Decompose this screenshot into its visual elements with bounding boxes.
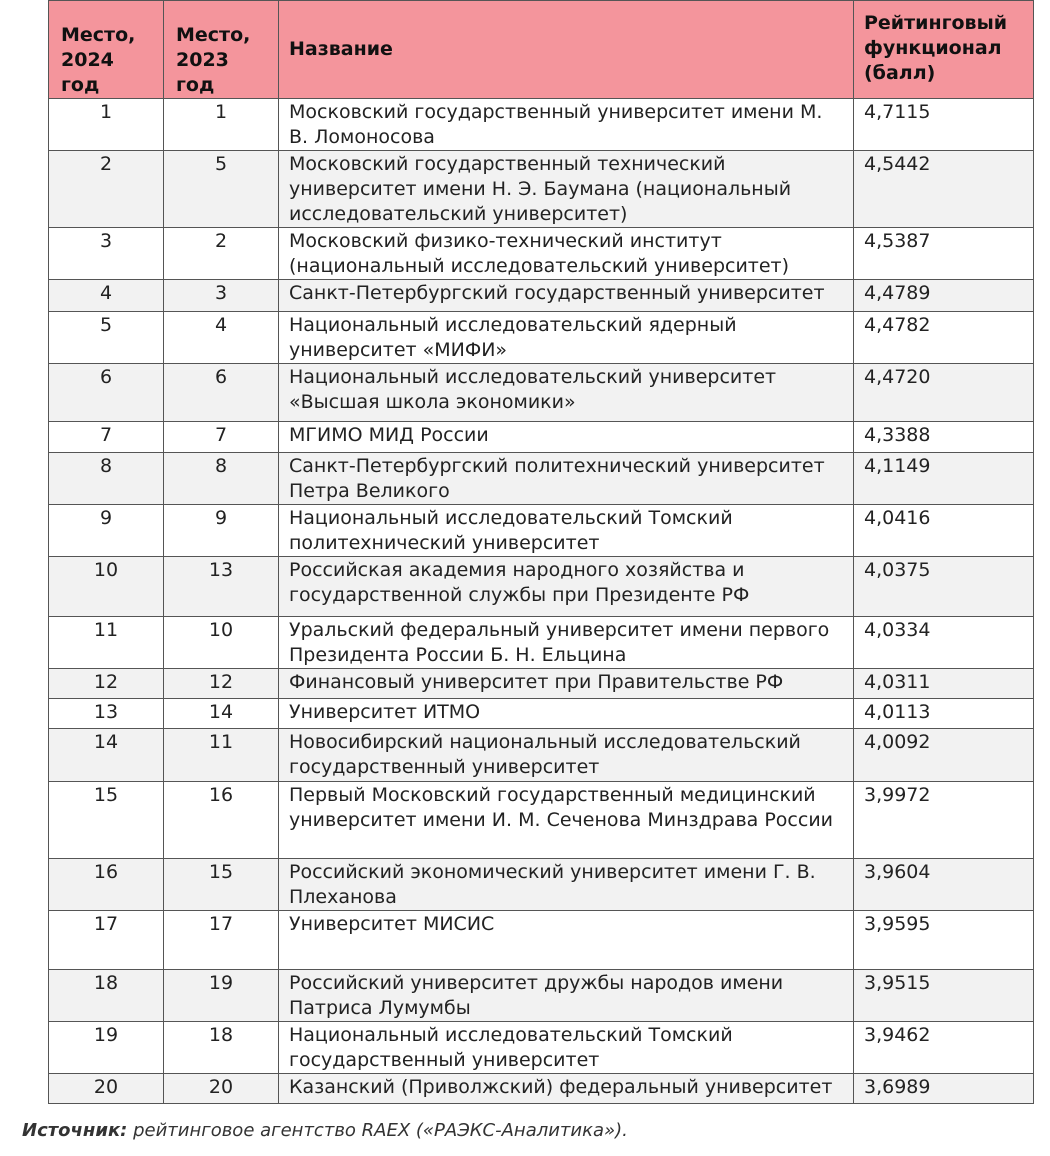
table-row	[49, 729, 1034, 782]
table-header-row	[49, 1, 1034, 99]
name-cell: Российская академия народного хозяйства и государственной службы при Президенте РФ	[279, 557, 854, 617]
place-2024-cell: 3	[49, 228, 164, 280]
table-row	[49, 617, 1034, 669]
score-cell: 3,9972	[854, 782, 1034, 859]
name-cell: Казанский (Приволжский) федеральный университет	[279, 1074, 854, 1104]
table-row	[49, 312, 1034, 364]
table-row	[49, 782, 1034, 859]
source-note	[22, 1120, 628, 1141]
source-label: Источник:	[22, 1120, 128, 1141]
place-2023-cell: 19	[164, 970, 279, 1022]
place-2023-cell: 7	[164, 422, 279, 453]
place-2024-cell: 7	[49, 422, 164, 453]
table-row	[49, 1074, 1034, 1104]
score-cell: 4,4782	[854, 312, 1034, 364]
table-row	[49, 911, 1034, 970]
name-cell: Санкт-Петербургский политехнический университет Петра Великого	[279, 453, 854, 505]
score-cell: 4,4789	[854, 280, 1034, 312]
place-2024-cell: 17	[49, 911, 164, 970]
name-cell: Первый Московский государственный медицинский университет имени И. М. Сеченова Минздрава России	[279, 782, 854, 859]
score-cell: 4,0311	[854, 669, 1034, 699]
table-row	[49, 1022, 1034, 1074]
place-2024-cell: 13	[49, 699, 164, 729]
place-2024-cell: 14	[49, 729, 164, 782]
ranking-table	[48, 0, 1034, 1104]
name-cell: Санкт-Петербургский государственный университет	[279, 280, 854, 312]
header-place-2024: Место, 2024 год	[49, 1, 164, 99]
place-2023-cell: 12	[164, 669, 279, 699]
score-cell: 3,9515	[854, 970, 1034, 1022]
table-row	[49, 859, 1034, 911]
score-cell: 4,4720	[854, 364, 1034, 422]
place-2023-cell: 2	[164, 228, 279, 280]
score-cell: 3,9462	[854, 1022, 1034, 1074]
score-cell: 4,5442	[854, 151, 1034, 228]
name-cell: Национальный исследовательский Томский государственный университет	[279, 1022, 854, 1074]
score-cell: 4,0334	[854, 617, 1034, 669]
score-cell: 4,0416	[854, 505, 1034, 557]
table-row	[49, 422, 1034, 453]
table-body	[49, 99, 1034, 1104]
name-cell: Московский государственный технический университет имени Н. Э. Баумана (национальный исследовательский университет)	[279, 151, 854, 228]
table-row	[49, 557, 1034, 617]
score-cell: 4,0113	[854, 699, 1034, 729]
place-2023-cell: 4	[164, 312, 279, 364]
place-2023-cell: 10	[164, 617, 279, 669]
name-cell: Российский университет дружбы народов имени Патриса Лумумбы	[279, 970, 854, 1022]
place-2024-cell: 2	[49, 151, 164, 228]
name-cell: Национальный исследовательский Томский политехнический университет	[279, 505, 854, 557]
table-row	[49, 151, 1034, 228]
place-2024-cell: 10	[49, 557, 164, 617]
place-2023-cell: 16	[164, 782, 279, 859]
place-2023-cell: 18	[164, 1022, 279, 1074]
score-cell: 4,0092	[854, 729, 1034, 782]
score-cell: 4,0375	[854, 557, 1034, 617]
name-cell: Финансовый университет при Правительстве РФ	[279, 669, 854, 699]
score-cell: 3,9604	[854, 859, 1034, 911]
place-2023-cell: 3	[164, 280, 279, 312]
name-cell: Университет ИТМО	[279, 699, 854, 729]
name-cell: Московский государственный университет имени М. В. Ломоносова	[279, 99, 854, 151]
name-cell: Московский физико-технический институт (национальный исследовательский университет)	[279, 228, 854, 280]
place-2024-cell: 5	[49, 312, 164, 364]
place-2023-cell: 13	[164, 557, 279, 617]
name-cell: Университет МИСИС	[279, 911, 854, 970]
name-cell: Национальный исследовательский университет «Высшая школа экономики»	[279, 364, 854, 422]
name-cell: МГИМО МИД России	[279, 422, 854, 453]
table-row	[49, 228, 1034, 280]
score-cell: 4,3388	[854, 422, 1034, 453]
source-text: рейтинговое агентство RAEX («РАЭКС-Аналитика»).	[127, 1120, 628, 1141]
header-name: Название	[279, 1, 854, 99]
place-2023-cell: 6	[164, 364, 279, 422]
place-2023-cell: 11	[164, 729, 279, 782]
place-2024-cell: 12	[49, 669, 164, 699]
place-2024-cell: 6	[49, 364, 164, 422]
place-2023-cell: 14	[164, 699, 279, 729]
place-2024-cell: 18	[49, 970, 164, 1022]
score-cell: 4,5387	[854, 228, 1034, 280]
table-row	[49, 505, 1034, 557]
place-2024-cell: 9	[49, 505, 164, 557]
table-row	[49, 669, 1034, 699]
place-2024-cell: 11	[49, 617, 164, 669]
header-score: Рейтинговый функционал (балл)	[854, 1, 1034, 99]
name-cell: Новосибирский национальный исследовательский государственный университет	[279, 729, 854, 782]
table-row	[49, 699, 1034, 729]
place-2023-cell: 9	[164, 505, 279, 557]
score-cell: 3,9595	[854, 911, 1034, 970]
name-cell: Национальный исследовательский ядерный университет «МИФИ»	[279, 312, 854, 364]
place-2024-cell: 16	[49, 859, 164, 911]
table-row	[49, 453, 1034, 505]
place-2023-cell: 5	[164, 151, 279, 228]
place-2024-cell: 20	[49, 1074, 164, 1104]
place-2024-cell: 15	[49, 782, 164, 859]
name-cell: Уральский федеральный университет имени первого Президента России Б. Н. Ельцина	[279, 617, 854, 669]
table-row	[49, 364, 1034, 422]
table-row	[49, 280, 1034, 312]
table-row	[49, 99, 1034, 151]
header-place-2023: Место, 2023 год	[164, 1, 279, 99]
place-2024-cell: 19	[49, 1022, 164, 1074]
place-2023-cell: 20	[164, 1074, 279, 1104]
score-cell: 3,6989	[854, 1074, 1034, 1104]
place-2024-cell: 4	[49, 280, 164, 312]
place-2023-cell: 17	[164, 911, 279, 970]
name-cell: Российский экономический университет имени Г. В. Плеханова	[279, 859, 854, 911]
place-2023-cell: 1	[164, 99, 279, 151]
score-cell: 4,7115	[854, 99, 1034, 151]
place-2023-cell: 8	[164, 453, 279, 505]
place-2023-cell: 15	[164, 859, 279, 911]
table-row	[49, 970, 1034, 1022]
score-cell: 4,1149	[854, 453, 1034, 505]
place-2024-cell: 1	[49, 99, 164, 151]
place-2024-cell: 8	[49, 453, 164, 505]
